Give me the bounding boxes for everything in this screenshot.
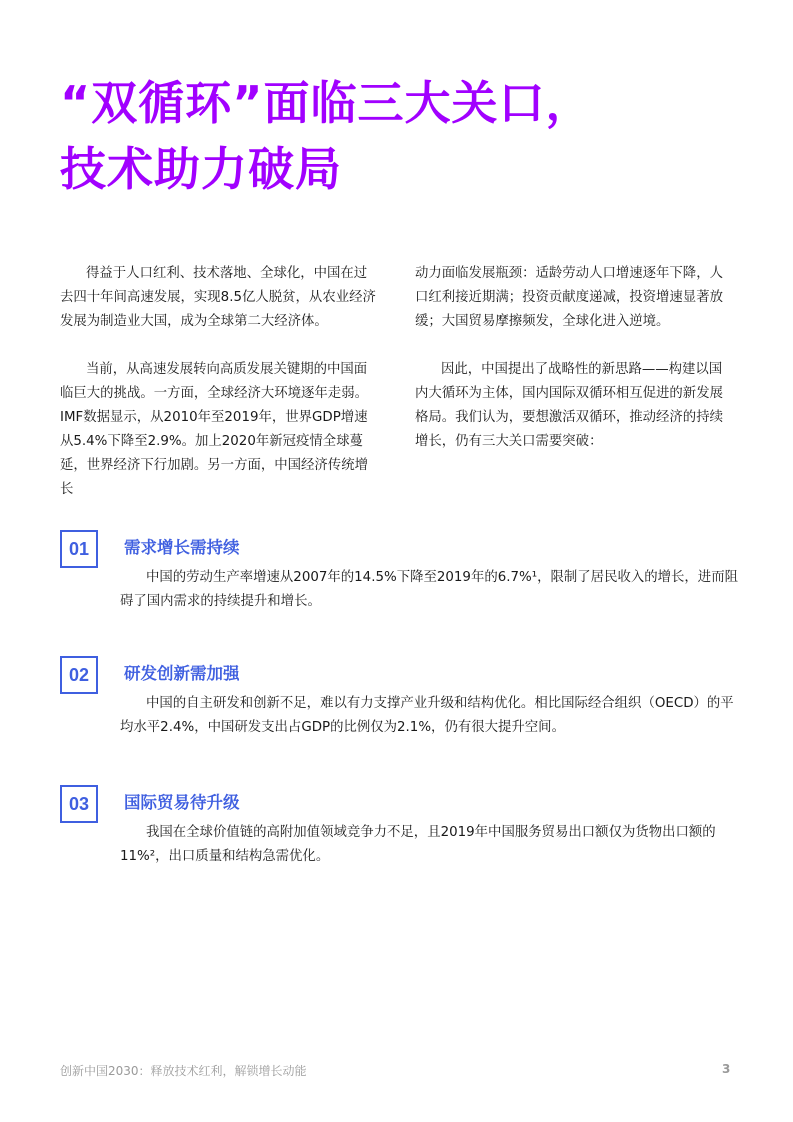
- section-number-badge: 03: [60, 785, 98, 823]
- section-body: 中国的自主研发和创新不足，难以有力支撑产业升级和结构优化。相比国际经合组织（OECD）的平均水平2.4%，中国研发支出占GDP的比例仅为2.1%，仍有很大提升空间。: [120, 696, 734, 735]
- intro-paragraph-4: 因此，中国提出了战略性的新思路——构建以国内大循环为主体，国内国际双循环相互促进的新发展格局。我们认为，要想激活双循环，推动经济的持续增长，仍有三大关口需要突破：: [415, 362, 723, 449]
- section-title: 国际贸易待升级: [124, 793, 240, 812]
- section-number-badge: 02: [60, 656, 98, 694]
- section-body: 中国的劳动生产率增速从2007年的14.5%下降至2019年的6.7%¹，限制了居民收入的增长，进而阻碍了国内需求的持续提升和增长。: [120, 570, 738, 609]
- page-number: 3: [722, 1062, 731, 1076]
- page-title-line-1: “双循环”面临三大关口，: [60, 76, 593, 130]
- intro-paragraph-2: 当前，从高速发展转向高质发展关键期的中国面临巨大的挑战。一方面，全球经济大环境逐年走弱。IMF数据显示，从2010年至2019年，世界GDP增速从5.4%下降至2.9%。加上2020年新冠疫情全球蔓延，世界经济下行加剧。另一方面，中国经济传统增长: [60, 362, 368, 497]
- intro-paragraph-3: 动力面临发展瓶颈：适龄劳动人口增速逐年下降，人口红利接近期满；投资贡献度递减，投资增速显著放缓；大国贸易摩擦频发，全球化进入逆境。: [415, 266, 723, 329]
- section-title: 需求增长需持续: [124, 538, 240, 557]
- section-title: 研发创新需加强: [124, 664, 240, 683]
- section-number-badge: 01: [60, 530, 98, 568]
- intro-right-column: [415, 262, 733, 478]
- footer-report-title: 创新中国2030：释放技术红利，解锁增长动能: [60, 1064, 307, 1078]
- intro-paragraph-1: 得益于人口红利、技术落地、全球化，中国在过去四十年间高速发展，实现8.5亿人脱贫，从农业经济发展为制造业大国，成为全球第二大经济体。: [60, 266, 376, 329]
- page-title-line-2: 技术助力破局: [60, 142, 342, 196]
- intro-left-column: [60, 262, 378, 526]
- section-body: 我国在全球价值链的高附加值领域竞争力不足，且2019年中国服务贸易出口额仅为货物出口额的11%²，出口质量和结构急需优化。: [120, 825, 716, 864]
- page-title: [60, 70, 740, 202]
